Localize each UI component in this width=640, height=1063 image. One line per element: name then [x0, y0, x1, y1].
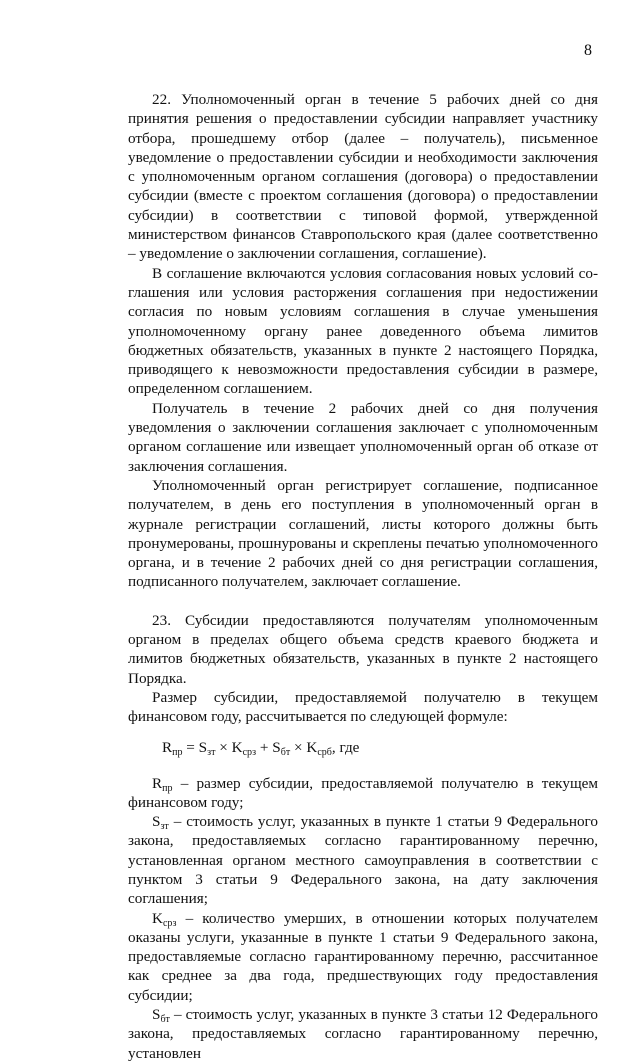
paragraph-22-recipient: Получатель в течение 2 рабочих дней со дня получения уведомления о заключении соглашения заключает с уполномоченным органом соглашение или извещает уполномоченный орган об отказе от заключения соглашения. [128, 399, 598, 475]
formula-s2: S [272, 738, 281, 756]
formula-r-sub: пр [172, 746, 183, 758]
definition-s-bt-symbol: S [152, 1006, 161, 1024]
formula-eq: = [182, 738, 199, 756]
paragraph-23-formula-intro: Размер субсидии, предоставляемой получателю в текущем финансовом году, рассчитывается по следующей формуле: [128, 688, 598, 726]
definition-s-zt-text: – стоимость услуг, указанных в пункте 1 статьи 9 Федерального закона, предоставляемых согласно гарантированному перечню, установленная органом местного самоуправления в соответствии с пунктом 3 статьи 9 Федерального закона, на дату заключения соглашения; [128, 813, 598, 908]
paragraph-22-registration: Уполномоченный орган регистрирует соглашение, подписанное получателем, в день его поступления в уполномоченный орган в журнале регистрации соглашений, листы которого должны быть пронумерованы, прошнурованы и скреплены печатью уполномоченного органа, и в течение 2 рабочих дней со дня регистрации соглашения, подписанного получателем, заключает соглашение. [128, 476, 598, 591]
definition-s-bt [128, 1005, 598, 1063]
formula-plus: + [256, 738, 273, 756]
formula-r: R [162, 738, 173, 756]
definition-s-zt-sub: зт [160, 821, 169, 833]
definition-r-sub: пр [162, 782, 173, 794]
definition-k-srz-sub: срз [162, 917, 177, 929]
formula-times2: × [290, 738, 307, 756]
definition-s-bt-text: – стоимость услуг, указанных в пункте 3 статьи 12 Федерального закона, предоставляемых согласно гарантированному перечню, установлен [128, 1006, 598, 1062]
formula-where: , где [331, 738, 360, 756]
formula-s1-sub: зт [207, 746, 216, 758]
definition-s-zt [128, 812, 598, 908]
definition-s-bt-sub: бт [160, 1014, 170, 1026]
document-body [128, 90, 598, 1063]
formula-s2-sub: бт [280, 746, 291, 758]
page-number: 8 [584, 42, 592, 59]
paragraph-22-agreement-terms: В соглашение включаются условия согласования новых условий соглашения или условия расторжения соглашения при недостижении согласия по новым условиям соглашения в случае уменьшения уполномоченному органу ранее доведенного объема лимитов бюджетных обязательств, указанных в пункте 2 настоящего Порядка, приводящего к невозможности предоставления субсидии в размере, определенном соглашением. [128, 264, 598, 398]
definition-r [128, 774, 598, 813]
formula-times1: × [215, 738, 232, 756]
definition-k-srz-text: – количество умерших, в отношении которых получателем оказаны услуги, указанные в пункте 1 статьи 9 Федерального закона, предоставляемые согласно гарантированному перечню, рассчитанное как среднее за два года, предшествующих году предоставления субсидии; [128, 909, 598, 1004]
paragraph-23: 23. Субсидии предоставляются получателям уполномоченным органом в пределах общего объема средств краевого бюджета и лимитов бюджетных обязательств, указанных в пункте 2 настоящего Порядка. [128, 611, 598, 687]
formula-k2: K [306, 738, 318, 756]
definition-r-text: – размер субсидии, предоставляемой получателю в текущем финансовом году; [128, 774, 598, 811]
formula-s1: S [198, 738, 208, 756]
formula-k1: K [231, 738, 243, 756]
definition-k-srz-symbol: K [152, 909, 163, 927]
formula-block [128, 738, 598, 762]
subsidy-formula [128, 738, 598, 757]
formula-k2-sub: срб [317, 746, 332, 758]
formula-k1-sub: срз [242, 746, 257, 758]
section-gap [128, 592, 598, 611]
definition-r-symbol: R [152, 774, 163, 792]
definition-s-zt-symbol: S [152, 813, 161, 831]
paragraph-22: 22. Уполномоченный орган в течение 5 рабочих дней со дня принятия решения о предоставлении субсидии направляет участнику отбора, прошедшему отбор (далее – получатель), письменное уведомление о предоставлении субсидии и необходимости заключения с уполномоченным органом соглашения (договора) о предоставлении субсидии (вместе с проектом соглашения (договора) о предоставлении субсидии) в соответствии с типовой формой, утвержденной министерством финансов Ставропольского края (далее соответственно – уведомление о заключении соглашения, соглашение). [128, 91, 598, 263]
definition-k-srz [128, 909, 598, 1005]
